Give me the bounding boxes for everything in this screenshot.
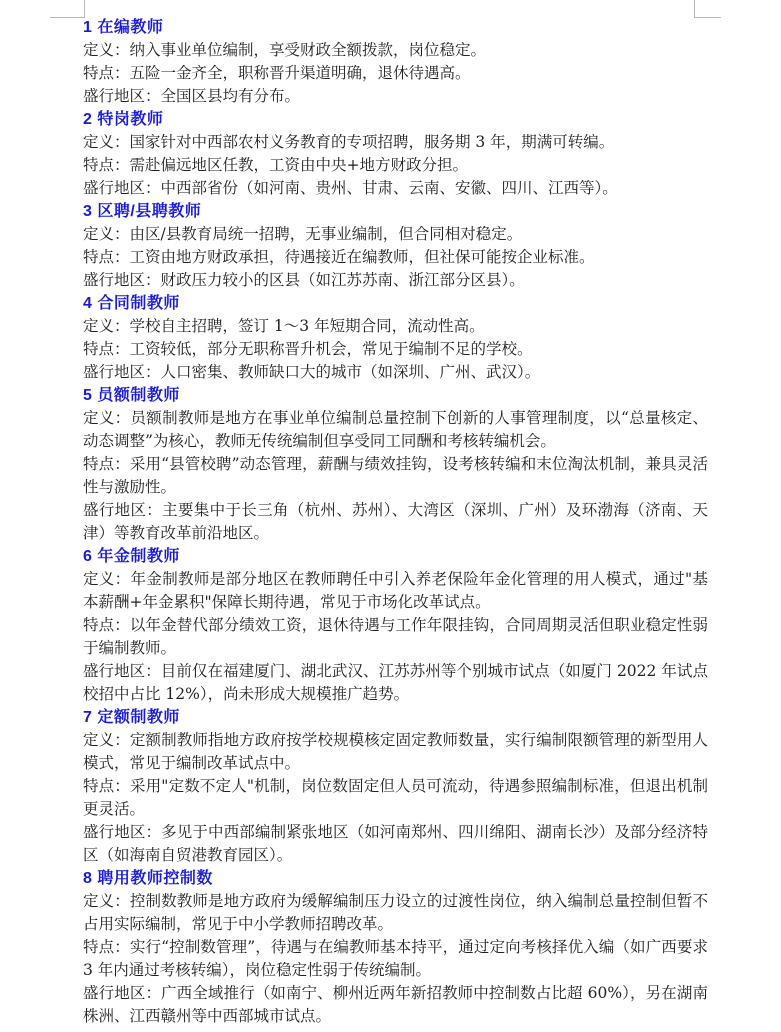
definition-text: 定义：由区/县教育局统一招聘，无事业编制，但合同相对稳定。 bbox=[83, 225, 523, 243]
features-text: 特点：五险一金齐全，职称晋升渠道明确，退休待遇高。 bbox=[83, 64, 471, 82]
definition-text: 定义：控制数教师是地方政府为缓解编制压力设立的过渡性岗位，纳入编制总量控制但暂不占用实际编制，常见于中小学教师招聘改革。 bbox=[83, 892, 708, 933]
section-heading: 5 员额制教师 bbox=[83, 387, 180, 404]
section-7 bbox=[83, 706, 708, 867]
regions-text: 盛行地区：主要集中于长三角（杭州、苏州）、大湾区（深圳、广州）及环渤海（济南、天津）等教育改革前沿地区。 bbox=[83, 501, 708, 542]
regions-text: 盛行地区：广西全域推行（如南宁、柳州近两年新招教师中控制数占比超 60%），另在湖南株洲、江西赣州等中西部城市试点。 bbox=[83, 984, 708, 1025]
features-text: 特点：需赴偏远地区任教，工资由中央+地方财政分担。 bbox=[83, 156, 468, 174]
section-6 bbox=[83, 545, 708, 706]
features-text: 特点：以年金替代部分绩效工资，退休待遇与工作年限挂钩，合同周期灵活但职业稳定性弱于编制教师。 bbox=[83, 616, 708, 657]
regions-text: 盛行地区：人口密集、教师缺口大的城市（如深圳、广州、武汉）。 bbox=[83, 363, 541, 381]
section-2 bbox=[83, 108, 708, 200]
features-text: 特点：工资由地方财政承担，待遇接近在编教师，但社保可能按企业标准。 bbox=[83, 248, 595, 266]
features-text: 特点：实行“控制数管理”，待遇与在编教师基本持平，通过定向考核择优入编（如广西要求 3 年内通过考核转编），岗位稳定性弱于传统编制。 bbox=[83, 938, 708, 979]
definition-text: 定义：员额制教师是地方在事业单位编制总量控制下创新的人事管理制度，以“总量核定、动态调整”为核心，教师无传统编制但享受同工同酬和考核转编机会。 bbox=[83, 409, 708, 450]
definition-text: 定义：定额制教师指地方政府按学校规模核定固定教师数量，实行编制限额管理的新型用人模式，常见于编制改革试点中。 bbox=[83, 731, 708, 772]
regions-text: 盛行地区：中西部省份（如河南、贵州、甘肃、云南、安徽、四川、江西等）。 bbox=[83, 179, 618, 197]
section-heading: 2 特岗教师 bbox=[83, 111, 164, 128]
definition-text: 定义：年金制教师是部分地区在教师聘任中引入养老保险年金化管理的用人模式，通过"基本薪酬+年金累积"保障长期待遇，常见于市场化改革试点。 bbox=[83, 570, 708, 611]
definition-text: 定义：纳入事业单位编制，享受财政全额拨款，岗位稳定。 bbox=[83, 41, 487, 59]
section-heading: 7 定额制教师 bbox=[83, 709, 180, 726]
regions-text: 盛行地区：目前仅在福建厦门、湖北武汉、江苏苏州等个别城市试点（如厦门 2022 年试点校招中占比 12%），尚未形成大规模推广趋势。 bbox=[83, 662, 708, 703]
features-text: 特点：工资较低，部分无职称晋升机会，常见于编制不足的学校。 bbox=[83, 340, 533, 358]
section-5 bbox=[83, 384, 708, 545]
features-text: 特点：采用"定数不定人"机制，岗位数固定但人员可流动，待遇参照编制标准，但退出机制更灵活。 bbox=[83, 777, 708, 818]
document-body bbox=[83, 16, 708, 1028]
section-heading: 4 合同制教师 bbox=[83, 295, 180, 312]
section-heading: 3 区聘/县聘教师 bbox=[83, 203, 202, 220]
regions-text: 盛行地区：全国区县均有分布。 bbox=[83, 87, 301, 105]
definition-text: 定义：国家针对中西部农村义务教育的专项招聘，服务期 3 年，期满可转编。 bbox=[83, 133, 615, 151]
section-4 bbox=[83, 292, 708, 384]
section-heading: 6 年金制教师 bbox=[83, 548, 180, 565]
section-3 bbox=[83, 200, 708, 292]
features-text: 特点：采用“县管校聘”动态管理，薪酬与绩效挂钩，设考核转编和末位淘汰机制，兼具灵活性与激励性。 bbox=[83, 455, 708, 496]
section-heading: 1 在编教师 bbox=[83, 19, 164, 36]
regions-text: 盛行地区：多见于中西部编制紧张地区（如河南郑州、四川绵阳、湖南长沙）及部分经济特区（如海南自贸港教育园区）。 bbox=[83, 823, 708, 864]
page-corner-mark-left bbox=[50, 0, 85, 18]
section-heading: 8 聘用教师控制数 bbox=[83, 870, 213, 887]
definition-text: 定义：学校自主招聘，签订 1～3 年短期合同，流动性高。 bbox=[83, 317, 485, 335]
regions-text: 盛行地区：财政压力较小的区县（如江苏苏南、浙江部分区县）。 bbox=[83, 271, 525, 289]
section-1 bbox=[83, 16, 708, 108]
section-8 bbox=[83, 867, 708, 1028]
